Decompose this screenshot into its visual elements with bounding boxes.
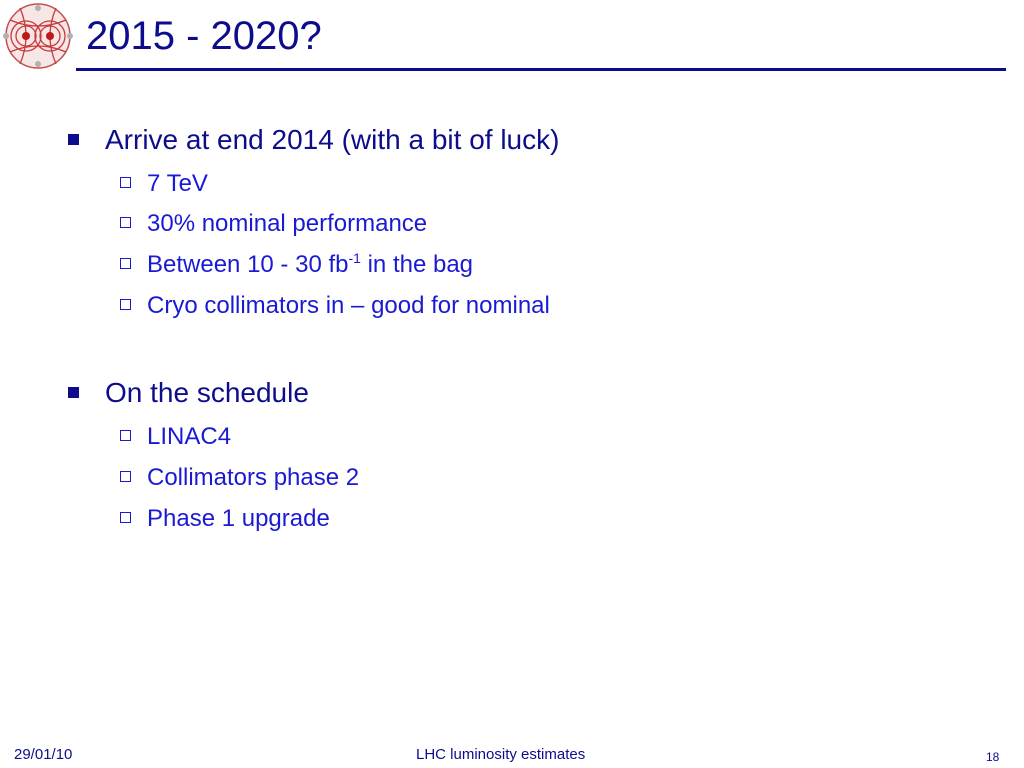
hollow-square-bullet-icon xyxy=(120,217,131,228)
hollow-square-bullet-icon xyxy=(120,430,131,441)
bullet-level2 xyxy=(120,423,231,451)
page-number: 18 xyxy=(986,750,1000,764)
slide-title: 2015 - 2020? xyxy=(86,14,322,58)
bullet-text-suffix: in the bag xyxy=(360,251,474,278)
bullet-text: On the schedule xyxy=(105,377,309,408)
bullet-level2 xyxy=(120,505,330,533)
square-bullet-icon xyxy=(68,387,79,398)
bullet-text: Collimators phase 2 xyxy=(147,464,360,491)
footer-date: 29/01/10 xyxy=(14,746,73,763)
bullet-text: 30% nominal performance xyxy=(147,210,428,237)
bullet-text: LINAC4 xyxy=(147,423,232,450)
footer-title: LHC luminosity estimates xyxy=(416,746,586,763)
bullet-level2 xyxy=(120,464,359,492)
hollow-square-bullet-icon xyxy=(120,299,131,310)
bullet-level2 xyxy=(120,292,550,320)
bullet-text: Phase 1 upgrade xyxy=(147,505,330,532)
bullet-level1 xyxy=(68,377,309,409)
hollow-square-bullet-icon xyxy=(120,512,131,523)
bullet-text: Between 10 - 30 fb xyxy=(147,251,349,278)
bullet-level1 xyxy=(68,124,559,156)
bullet-level2 xyxy=(120,251,473,279)
superscript: -1 xyxy=(348,250,361,266)
hollow-square-bullet-icon xyxy=(120,177,131,188)
square-bullet-icon xyxy=(68,134,79,145)
bullet-level2 xyxy=(120,210,427,238)
hollow-square-bullet-icon xyxy=(120,471,131,482)
bullet-text: 7 TeV xyxy=(147,170,208,197)
bullet-text: Arrive at end 2014 (with a bit of luck) xyxy=(105,124,560,155)
bullet-text: Cryo collimators in – good for nominal xyxy=(147,292,550,319)
hollow-square-bullet-icon xyxy=(120,258,131,269)
bullet-level2 xyxy=(120,170,208,198)
